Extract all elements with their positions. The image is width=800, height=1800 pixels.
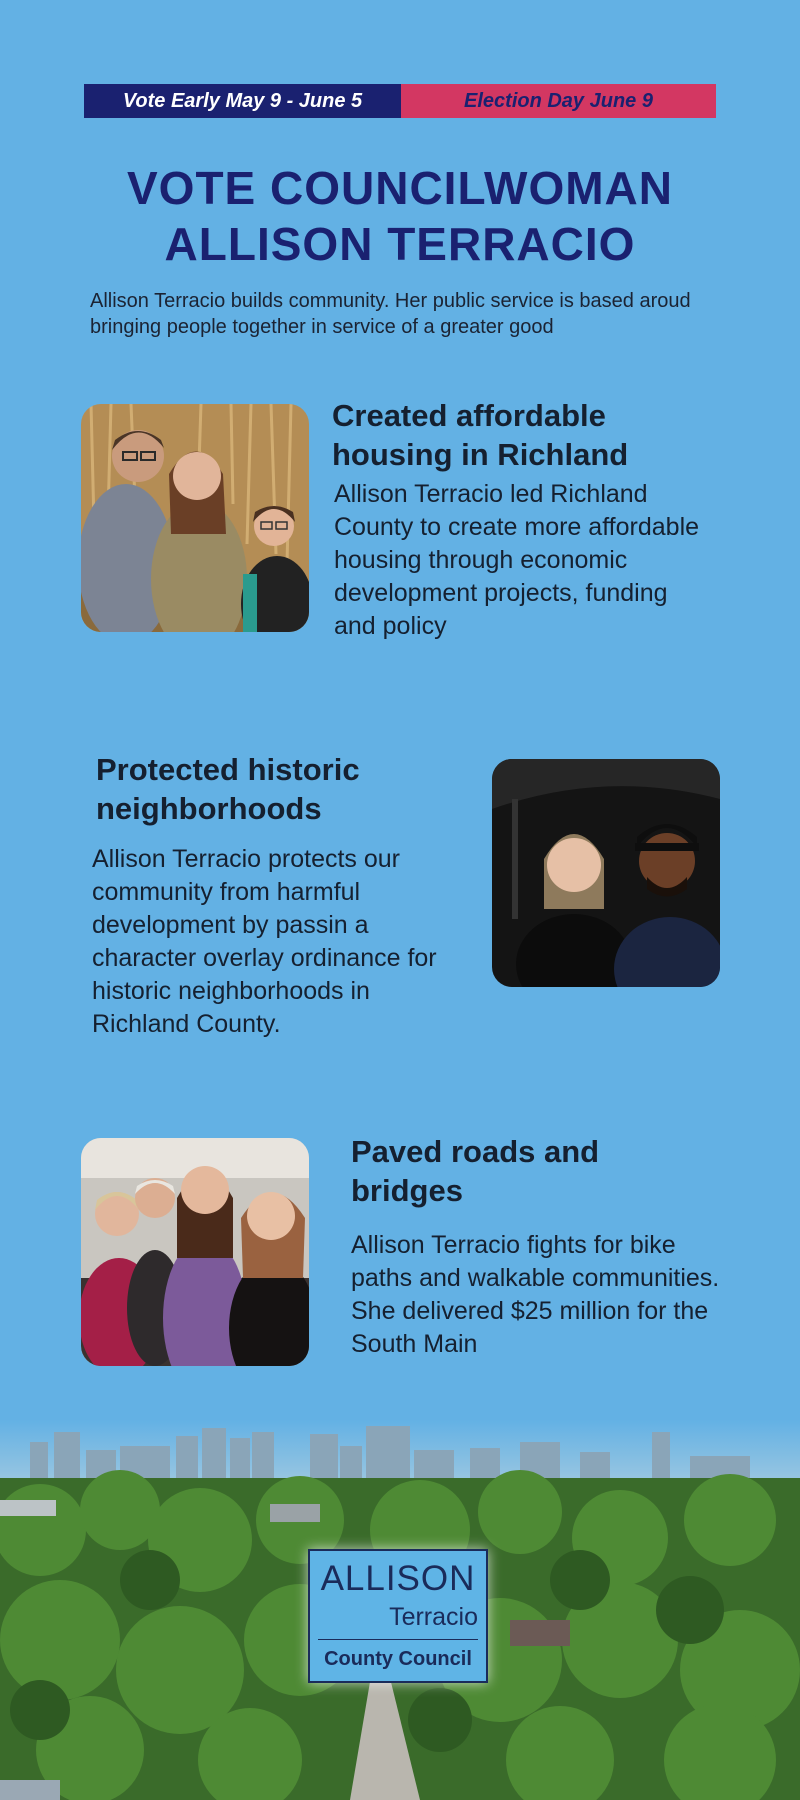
car-photo: [492, 759, 720, 987]
family-photo: [81, 404, 309, 632]
section-roads-title: Paved roads and bridges: [351, 1134, 600, 1208]
logo-office: County Council: [324, 1648, 472, 1670]
section-historic-title: Protected historic neighborhoods: [96, 752, 360, 826]
page-title-line-2: ALLISON TERRACIO: [164, 218, 636, 270]
page-title-line-1: VOTE COUNCILWOMAN: [127, 162, 673, 214]
election-day-label: Election Day June 9: [401, 84, 716, 118]
section-historic-body: Allison Terracio protects our community from harmful development by passin a character overlay ordinance for historic neighborhoods in Richland County.: [92, 845, 437, 1038]
election-dates-banner: [84, 84, 716, 118]
logo-last-name: Terracio: [389, 1603, 478, 1631]
page-title: [0, 160, 800, 272]
group-photo: [81, 1138, 309, 1366]
early-vote-label: Vote Early May 9 - June 5: [84, 84, 401, 118]
logo-first-name: ALLISON: [320, 1559, 476, 1598]
intro-text: Allison Terracio builds community. Her public service is based aroud bringing people together in service of a greater good: [90, 290, 691, 338]
section-roads-body: Allison Terracio fights for bike paths and walkable communities. She delivered $25 million for the South Main: [351, 1231, 720, 1358]
campaign-logo: [308, 1549, 488, 1683]
logo-divider: [318, 1639, 478, 1640]
section-housing-body: Allison Terracio led Richland County to create more affordable housing through economic development projects, funding and policy: [334, 480, 700, 640]
section-housing-title: Created affordable housing in Richland: [332, 398, 629, 472]
